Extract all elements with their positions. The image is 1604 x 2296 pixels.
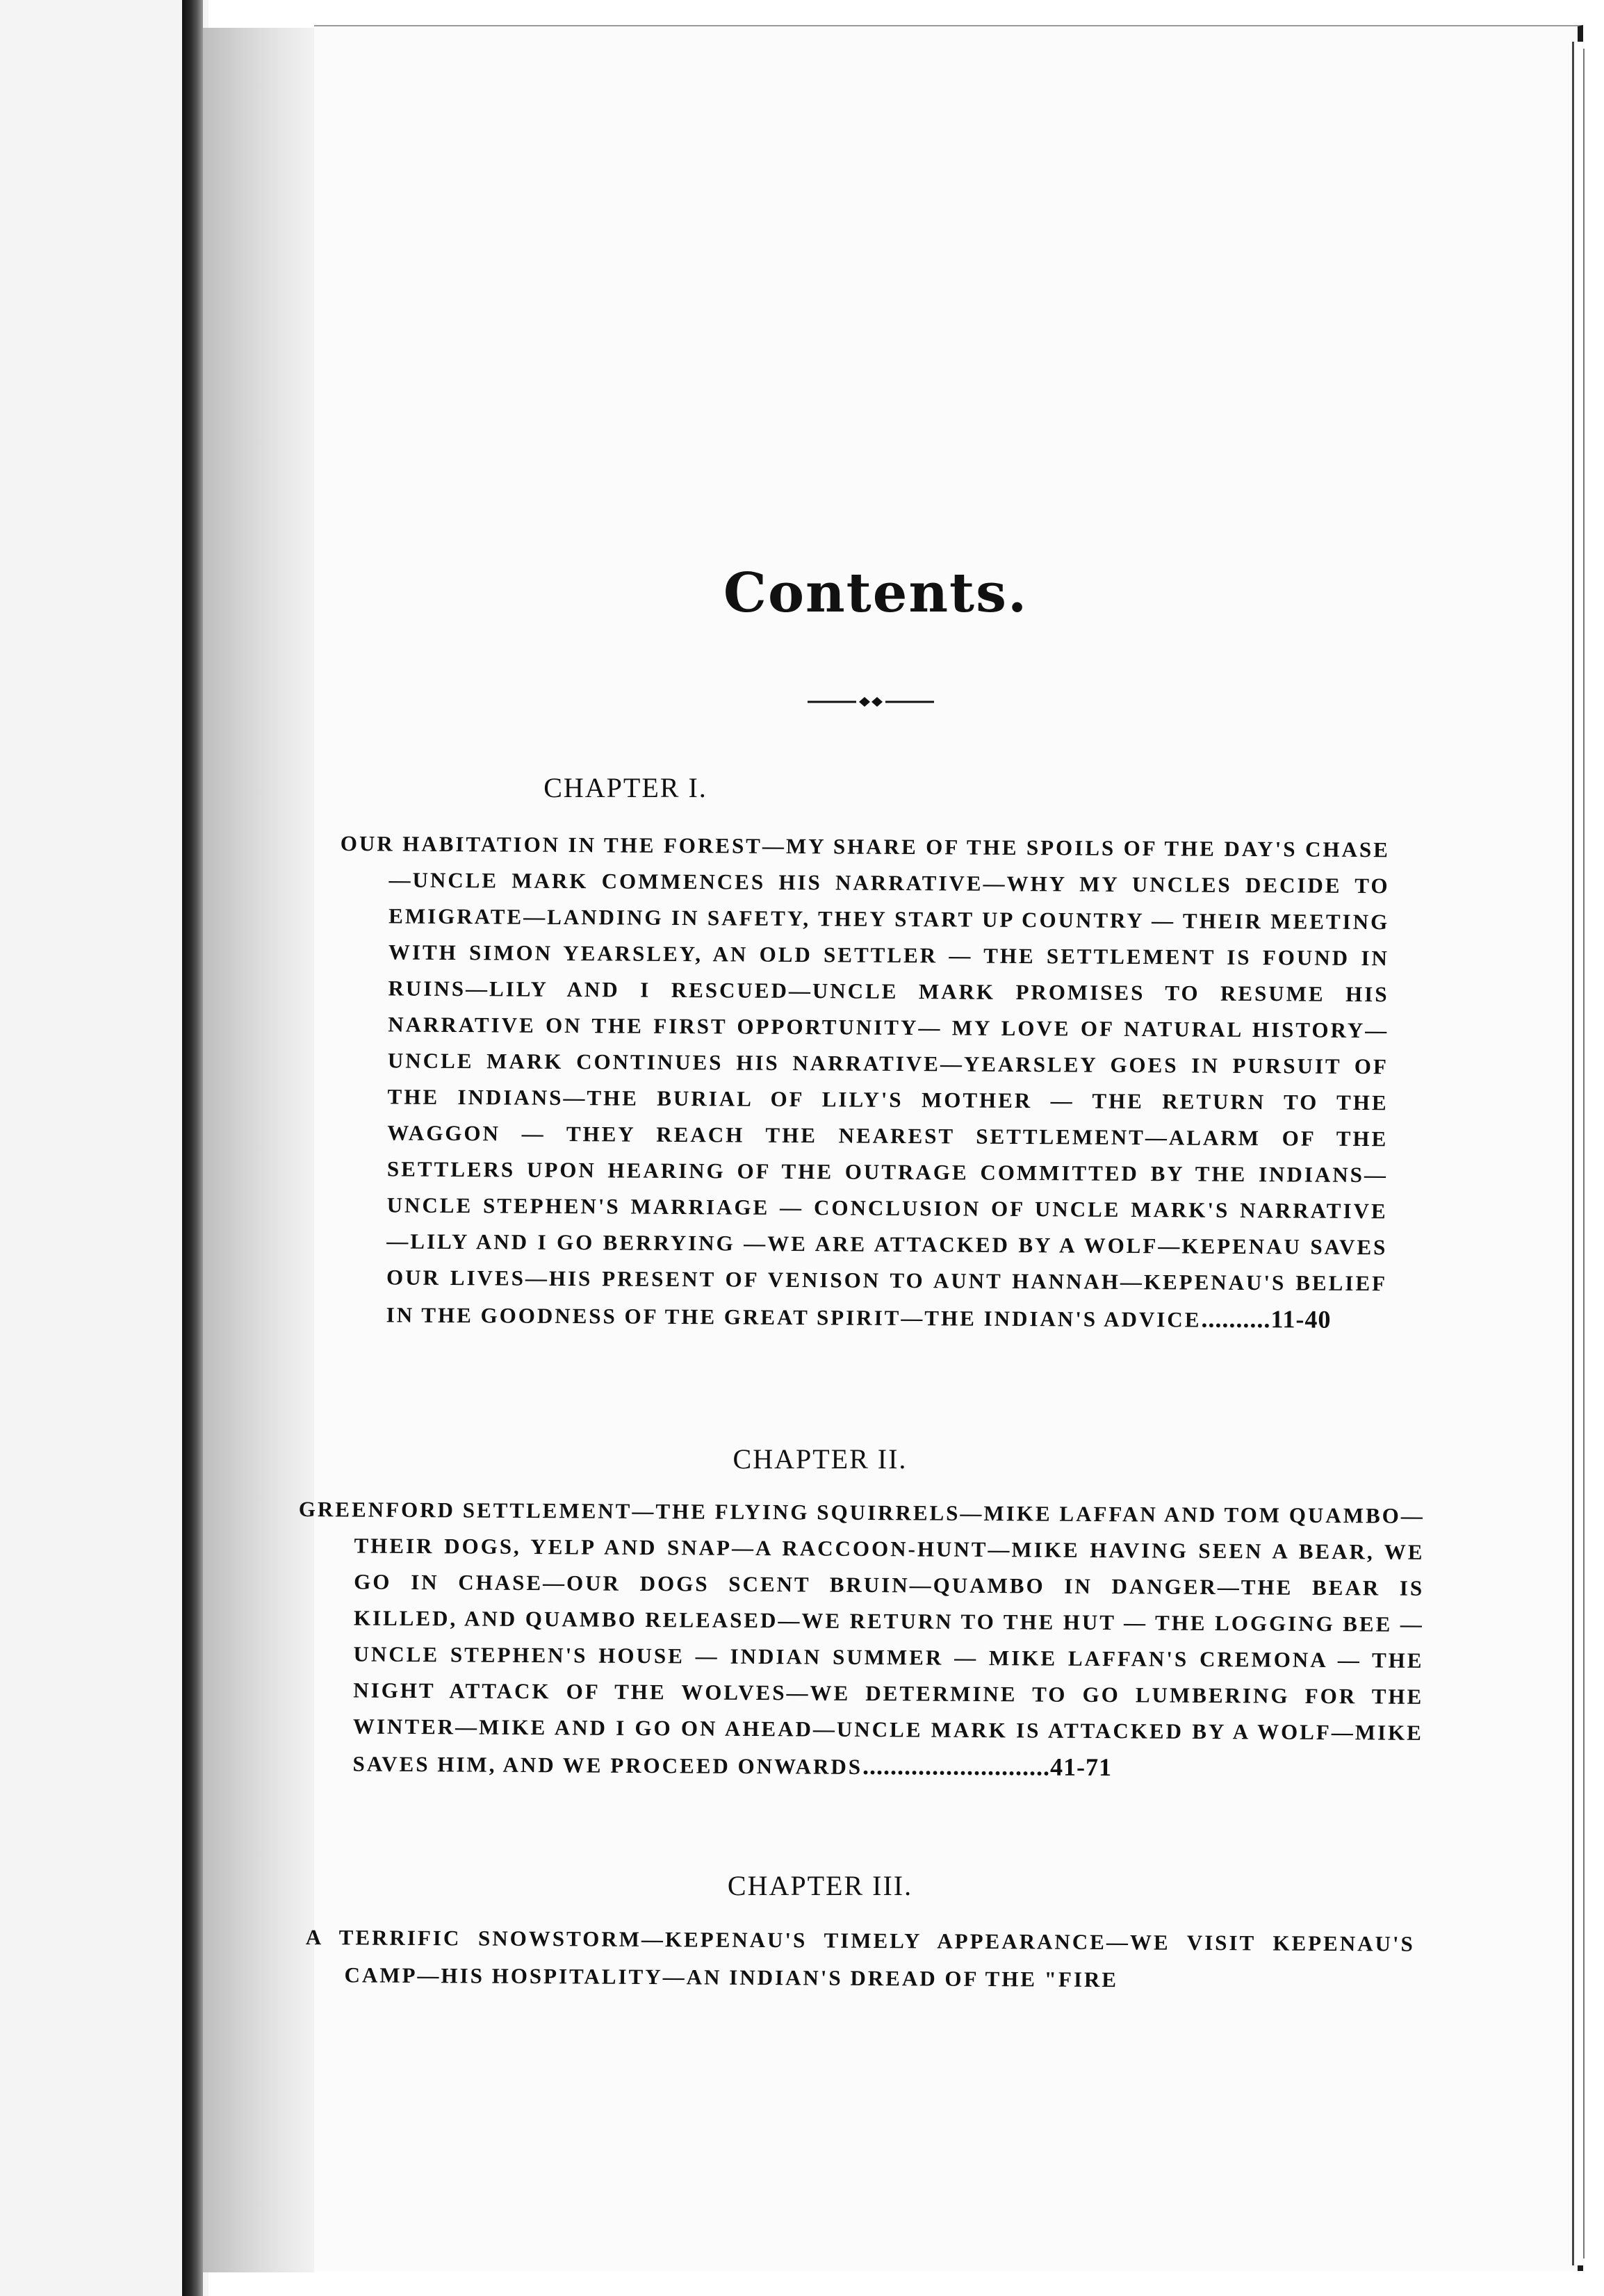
chapter-1-summary: [338, 826, 1390, 1339]
scan-left-margin: [0, 0, 208, 2296]
chapter-1-heading: CHAPTER I.: [543, 772, 707, 803]
page-gutter: [203, 28, 314, 2272]
chapter-2-summary: [297, 1491, 1425, 1789]
chapter-1-page-range: ..........11-40: [1201, 1304, 1332, 1334]
chapter-2-heading: CHAPTER II.: [733, 1443, 908, 1475]
chapter-3-heading: CHAPTER III.: [727, 1870, 913, 1901]
chapter-2-summary-text: GREENFORD SETTLEMENT—THE FLYING SQUIRRELS—MIKE LAFFAN AND TOM QUAMBO—THEIR DOGS, YELP AND SNAP—A RACCOON-HUNT—MIKE HAVING SEEN A BEAR, WE GO IN CHASE—OUR DOGS SCENT BRUIN—QUAMBO IN DANGER—THE BEAR IS KILLED, AND QUAMBO RELEASED—WE RETURN TO THE HUT — THE LOGGING BEE — UNCLE STEPHEN'S HOUSE — INDIAN SUMMER — MIKE LAFFAN'S CREMONA — THE NIGHT ATTACK OF THE WOLVES—WE DETERMINE TO GO LUMBERING FOR THE WINTER—MIKE AND I GO ON AHEAD—UNCLE MARK IS ATTACKED BY A WOLF—MIKE SAVES HIM, AND WE PROCEED ONWARDS: [298, 1496, 1425, 1779]
title-ornament-divider: [808, 694, 934, 710]
chapter-3-summary-text: A TERRIFIC SNOWSTORM—KEPENAU'S TIMELY APPEARANCE—WE VISIT KEPENAU'S CAMP—HIS HOSPITALITY—AN INDIAN'S DREAD OF THE "FIRE: [305, 1924, 1415, 1992]
chapter-1-summary-text: OUR HABITATION IN THE FOREST—MY SHARE OF THE SPOILS OF THE DAY'S CHASE—UNCLE MARK COMMENCES HIS NARRATIVE—WHY MY UNCLES DECIDE TO EMIGRATE—LANDING IN SAFETY, THEY START UP COUNTRY — THEIR MEETING WITH SIMON YEARSLEY, AN OLD SETTLER — THE SETTLEMENT IS FOUND IN RUINS—LILY AND I RESCUED—UNCLE MARK PROMISES TO RESUME HIS NARRATIVE ON THE FIRST OPPORTUNITY— MY LOVE OF NATURAL HISTORY—UNCLE MARK CONTINUES HIS NARRATIVE—YEARSLEY GOES IN PURSUIT OF THE INDIANS—THE BURIAL OF LILY'S MOTHER — THE RETURN TO THE WAGGON — THEY REACH THE NEAREST SETTLEMENT—ALARM OF THE SETTLERS UPON HEARING OF THE OUTRAGE COMMITTED BY THE INDIANS—UNCLE STEPHEN'S MARRIAGE — CONCLUSION OF UNCLE MARK'S NARRATIVE—LILY AND I GO BERRYING —WE ARE ATTACKED BY A WOLF—KEPENAU SAVES OUR LIVES—HIS PRESENT OF VENISON TO AUNT HANNAH—KEPENAU'S BELIEF IN THE GOODNESS OF THE GREAT SPIRIT—THE INDIAN'S ADVICE: [340, 830, 1390, 1332]
chapter-2-page-range: ...........................41-71: [862, 1751, 1113, 1782]
page-stack-edge: [1583, 49, 1604, 2258]
chapter-3-summary: [305, 1919, 1415, 2000]
page-title: Contents.: [723, 561, 1029, 625]
book-spine-shadow: [182, 0, 203, 2296]
